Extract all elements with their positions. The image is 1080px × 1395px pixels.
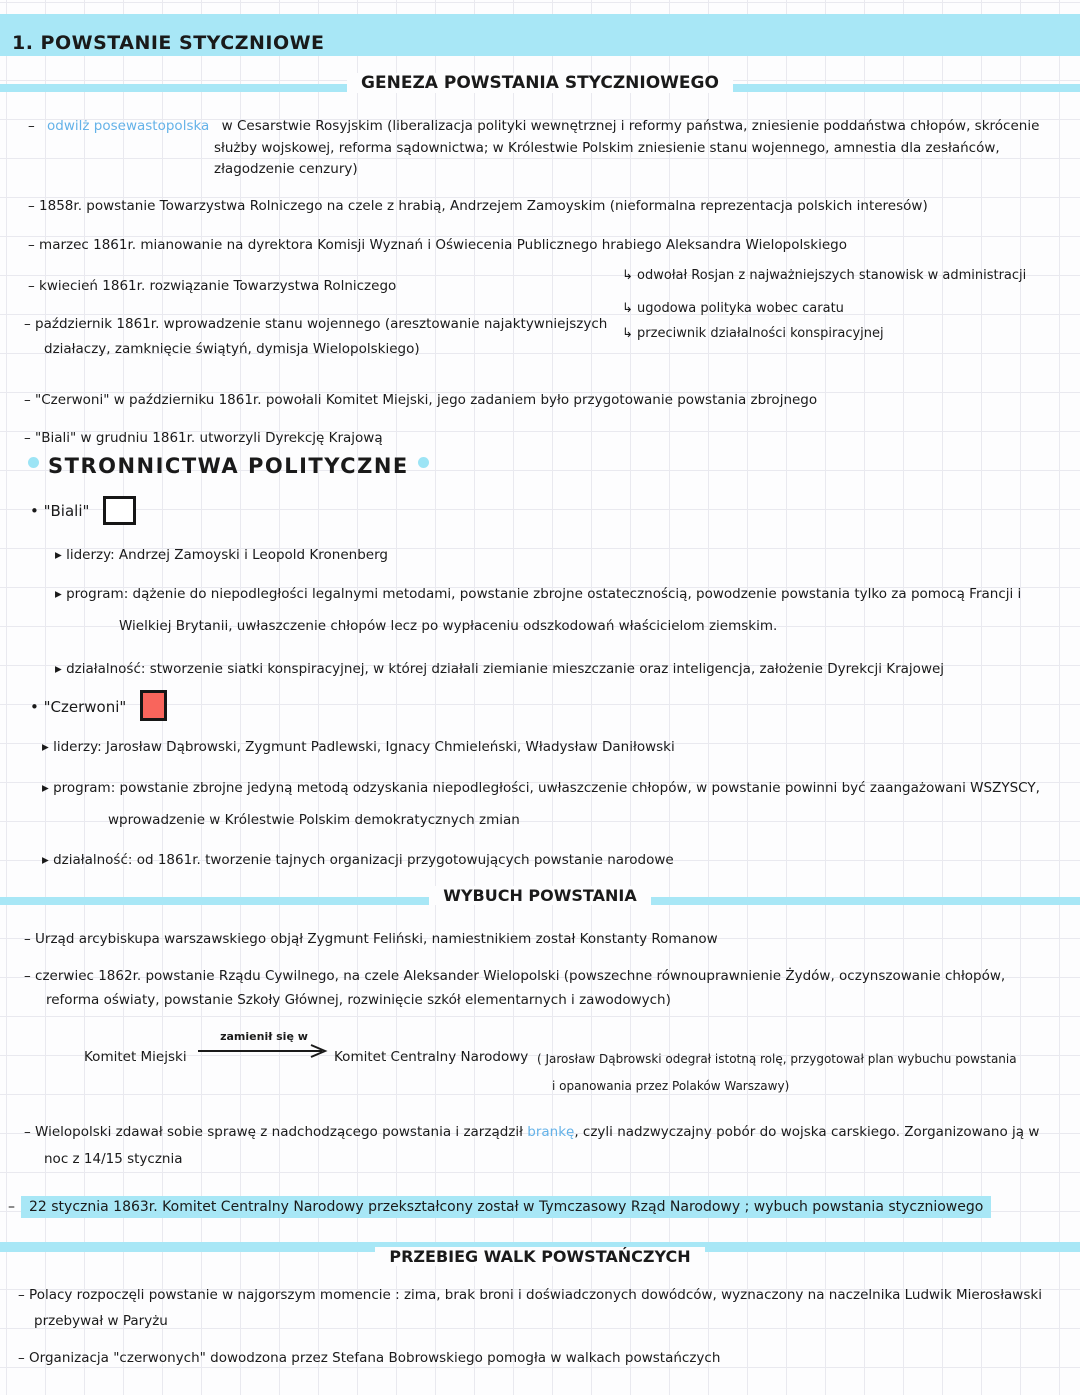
biali-dzialalnosc: ▸ działalność: stworzenie siatki konspiracyjnej, w której działali ziemianie mieszczanie oraz inteligencja, założenie Dyrekcji Krajowej <box>55 661 945 677</box>
przebieg-heading-row <box>0 1247 1080 1266</box>
note-pazdziernik-1861: – październik 1861r. wprowadzenie stanu wojennego (aresztowanie najaktywniejszych działaczy, zamknięcie świątyń, dymisja Wielopolskiego) <box>24 316 608 357</box>
note-odwilz <box>28 116 1052 181</box>
page-title: 1. POWSTANIE STYCZNIOWE <box>12 32 325 54</box>
komitet-note-line1: ( Jarosław Dąbrowski odegrał istotną rolę, przygotował plan wybuchu powstania <box>537 1052 1017 1066</box>
branka-pre: – Wielopolski zdawał sobie sprawę z nadchodzącego powstania i zarządził <box>24 1124 528 1140</box>
side-note-2: ↳ ugodowa polityka wobec caratu <box>622 301 844 316</box>
transforms-into-arrow <box>198 1031 330 1058</box>
note-urzad-arcybiskupa: – Urząd arcybiskupa warszawskiego objął Zygmunt Feliński, namiestnikiem został Konstanty Romanow <box>24 931 718 947</box>
biali-label: • "Biali" <box>30 502 90 520</box>
odwilz-text: w Cesarstwie Rosyjskim (liberalizacja polityki wewnętrznej i reformy państwa, zniesienie poddaństwa chłopów, skrócenie służby wojskowej, reforma sądownictwa; w Królestwie Polskim zniesienie stanu wojennego, amnestia dla zesłańców, złagodzenie cenzury) <box>214 118 1040 177</box>
czerwoni-dzialalnosc: ▸ działalność: od 1861r. tworzenie tajnych organizacji przygotowujących powstanie narodowe <box>42 852 674 868</box>
komitet-note-line2: i opanowania przez Polaków Warszawy) <box>552 1079 790 1093</box>
cyan-dot-icon <box>28 457 39 468</box>
biali-liderzy: ▸ liderzy: Andrzej Zamoyski i Leopold Kronenberg <box>55 547 388 563</box>
bullet-dash: – <box>28 118 35 134</box>
branka-term: brankę <box>527 1124 575 1140</box>
wybuch-heading: WYBUCH POWSTANIA <box>429 886 650 905</box>
stronnictwa-heading-row <box>28 456 429 476</box>
note-22-stycznia-row <box>8 1197 991 1217</box>
czerwoni-program: ▸ program: powstanie zbrojne jedyną metodą odzyskania niepodległości, uwłaszczenie chłopów, w powstanie powinni być zaangażowani WSZYSCY, wprowadzenie w Królestwie Polskim demokratycznych zmian <box>42 780 1040 828</box>
note-branka <box>24 1119 1056 1173</box>
note-1858: – 1858r. powstanie Towarzystwa Rolniczego na czele z hrabią, Andrzejem Zamoyskim (nieformalna reprezentacja polskich interesów) <box>28 198 928 214</box>
stronnictwa-heading: STRONNICTWA POLITYCZNE <box>48 454 409 478</box>
note-biali-dyrekcja: – "Biali" w grudniu 1861r. utworzyli Dyrekcję Krajową <box>24 430 383 446</box>
note-polacy-rozpoczeli: – Polacy rozpoczęli powstanie w najgorszym momencie : zima, brak broni i doświadczonych dowódców, wyznaczony na naczelnika Ludwik Mierosławski przebywał w Paryżu <box>18 1287 1042 1329</box>
biali-white-square-marker <box>103 496 136 525</box>
wybuch-heading-row <box>0 886 1080 905</box>
branka-post: , czyli nadzwyczajny pobór do wojska carskiego. Zorganizowano ją w noc z 14/15 stycznia <box>44 1124 1040 1167</box>
czerwoni-liderzy: ▸ liderzy: Jarosław Dąbrowski, Zygmunt Padlewski, Ignacy Chmieleński, Władysław Daniłowski <box>42 739 675 755</box>
note-marzec-1861: – marzec 1861r. mianowanie na dyrektora Komisji Wyznań i Oświecenia Publicznego hrabiego Aleksandra Wielopolskiego <box>28 237 847 253</box>
side-note-3: ↳ przeciwnik działalności konspiracyjnej <box>622 326 884 341</box>
cyan-dot-icon <box>418 457 429 468</box>
arrow-label: zamienił się w <box>220 1030 308 1043</box>
note-22-stycznia-highlighted: 22 stycznia 1863r. Komitet Centralny Narodowy przekształcony został w Tymczasowy Rząd Narodowy ; wybuch powstania styczniowego <box>21 1196 991 1218</box>
note-organizacja-czerwonych: – Organizacja "czerwonych" dowodzona przez Stefana Bobrowskiego pomogła w walkach powstańczych <box>18 1350 721 1366</box>
komitet-centralny-label: Komitet Centralny Narodowy <box>334 1049 529 1065</box>
czerwoni-label: • "Czerwoni" <box>30 698 127 716</box>
bullet-dash: – <box>8 1199 15 1215</box>
biali-program: ▸ program: dążenie do niepodległości legalnymi metodami, powstanie zbrojne ostatecznością, powodzenie powstania tylko za pomocą Francji i Wielkiej Brytanii, uwłaszczenie chłopów lecz po wypłaceniu odszkodowań właścicielom ziemskim. <box>55 586 1022 634</box>
czerwoni-label-row <box>30 690 167 721</box>
note-kwiecien-1861: – kwiecień 1861r. rozwiązanie Towarzystwa Rolniczego <box>28 278 397 294</box>
note-czerwoni-komitet: – "Czerwoni" w październiku 1861r. powołali Komitet Miejski, jego zadaniem było przygotowanie powstania zbrojnego <box>24 392 818 408</box>
przebieg-heading: PRZEBIEG WALK POWSTAŃCZYCH <box>375 1247 704 1266</box>
right-arrow-icon <box>198 1043 330 1058</box>
side-note-1: ↳ odwołał Rosjan z najważniejszych stanowisk w administracji <box>622 268 1027 283</box>
czerwoni-red-square-marker <box>140 690 167 721</box>
biali-label-row <box>30 496 136 525</box>
komitet-miejski-label: Komitet Miejski <box>84 1049 187 1065</box>
geneza-heading: GENEZA POWSTANIA STYCZNIOWEGO <box>347 73 733 93</box>
odwilz-term: odwilż posewastopolska <box>47 118 210 134</box>
geneza-heading-row <box>0 73 1080 93</box>
note-czerwiec-1862: – czerwiec 1862r. powstanie Rządu Cywilnego, na czele Aleksander Wielopolski (powszechne równouprawnienie Żydów, oczynszowanie chłopów, reforma oświaty, powstanie Szkoły Głównej, rozwinięcie szkół elementarnych i zawodowych) <box>24 968 1006 1008</box>
